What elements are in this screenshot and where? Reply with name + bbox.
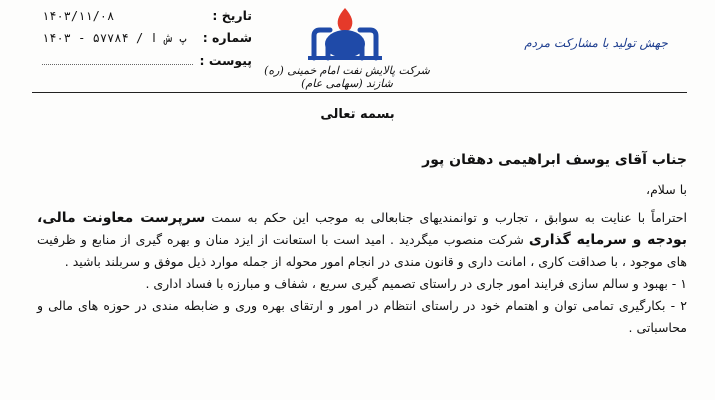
list-item-2: ۲ - بکارگیری تمامی توان و اهتمام خود در راستای انتظام در امور و ارتقای بهره وری و ضابطه مندی در حوزه های مالی و محاسباتی . [37,298,687,335]
letter-body [37,152,687,339]
number-value: پ ش ا / ۵۷۷۸۴ - ۱۴۰۳ [42,31,187,45]
appointed-position: سرپرست معاونت مالی، بودجه و سرمایه گذاری [37,210,687,248]
header-divider [32,92,687,93]
company-logo [300,4,390,64]
attachment-row [42,52,252,74]
attachment-blank [42,52,193,65]
letter-meta [42,8,252,74]
company-name: شرکت پالایش نفت امام خمینی (ره) شازند (سهامی عام) [264,64,430,90]
date-row [42,8,252,30]
logo-base [308,56,382,60]
date-label: تاریخ : [212,8,252,23]
paragraph-1 [37,207,687,273]
number-row [42,30,252,52]
list-item-1: ۱ - بهبود و سالم سازی فرایند امور جاری در راستای تصمیم گیری سریع ، شفاف و مبارزه با فساد اداری . [145,276,687,291]
slogan: جهش تولید با مشارکت مردم [524,36,668,50]
salutation: با سلام، [646,182,687,197]
invocation: بسمه تعالی [320,107,395,122]
attachment-label: پیوست : [199,53,252,68]
recipient: جناب آقای یوسف ابراهیمی دهقان پور [422,152,687,168]
logo-drop [325,30,365,58]
paragraph-1-rest: شرکت منصوب میگردید . امید است با استعانت از ایزد منان و بهره گیری از منابع و ظرفیت های موجود ، با صداقت کاری ، امانت داری و قانون مندی در انجام امور محوله از جمله موارد ذیل موفق و سربلند باشید . [37,232,687,269]
paragraph-1-intro: احتراماً با عنایت به سوابق ، تجارب و توانمندیهای جنابعالی به موجب این حکم به سمت [211,210,687,225]
date-value: ۱۴۰۳/۱۱/۰۸ [42,9,115,23]
number-label: شماره : [202,30,252,45]
logo-flame [338,8,353,31]
